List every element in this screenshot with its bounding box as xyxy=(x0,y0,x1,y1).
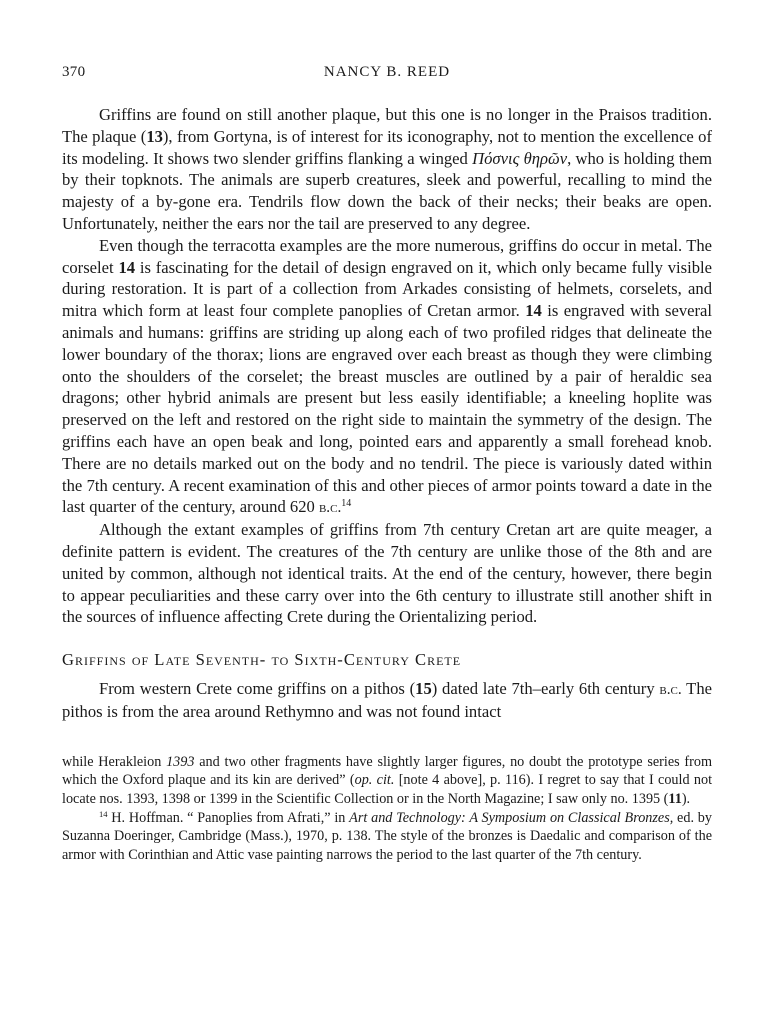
paragraph-3: Although the extant examples of griffins from 7th century Cretan art are quite meager, a definite pattern is evident. The creatures of the 7th century are unlike those of the 8th and are united by common, although not identical traits. At the end of the century, however, there begin to appear peculiarities and these carry over into the 6th century to illustrate still another shift in the sources of influence affecting Crete during the Orientalizing period. xyxy=(62,520,712,627)
section-text xyxy=(62,678,712,723)
footnote-op-cit: op. cit. xyxy=(354,772,395,789)
paragraph-1-text-a: Griffins are found on still another plaque, but this one is no longer in the Praisos tradition. The plaque ( xyxy=(62,105,712,146)
footnote-14 xyxy=(62,809,712,865)
footnote-marker: 14 xyxy=(99,808,108,819)
footnote-cont-text-c: [note 4 above], p. 116). I regret to say that I could not locate nos. 1393, 1398 or 1399 in the Scientific Collection or in the North Magazine; I saw only no. 1395 ( xyxy=(62,772,713,807)
main-text xyxy=(62,104,712,628)
footnote-continued xyxy=(62,753,712,809)
footnote-cont-text-d: ). xyxy=(681,790,691,807)
catalog-number: 14 xyxy=(525,301,542,321)
page-header xyxy=(62,64,712,86)
paragraph-1-text-b: ), from Gortyna, is of interest for its iconography, not to mention the excellence of its modeling. It shows two slender griffins flanking a winged xyxy=(62,126,712,168)
paragraph-4-text-b: ) dated late 7th–early 6th century xyxy=(431,679,660,699)
paragraph-4-text-a: From western Crete come griffins on a pithos ( xyxy=(99,679,416,699)
catalog-number: 13 xyxy=(146,126,163,146)
page xyxy=(62,64,712,864)
running-head: NANCY B. REED xyxy=(323,64,451,80)
paragraph-2-text-a: Even though the terracotta examples are the more numerous, griffins do occur in metal. The corselet xyxy=(62,235,712,277)
era-abbreviation: b.c. xyxy=(659,681,682,699)
paragraph-2-text-c: is engraved with several animals and humans: griffins are striding up along each of two profiled ridges that delineate the lower boundary of the thorax; lions are engraved over each breast as though they were climbing onto the shoulders of the corselet; the breast muscles are outlined by a pair of heraldic sea dragons; other hybrid animals are present but less easily identifiable; a kneeling hoplite was preserved on the left and restored on the right side to maintain the symmetry of the design. The griffins each have an open beak and long, pointed ears and apparently a small forehead knob. There are no details marked out on the body and no tendril. The piece is variously dated within the 7th century. A recent examination of this and other pieces of armor points toward a date in the last quarter of the century, around 620 xyxy=(62,301,712,517)
footnote-cont-ref: 11 xyxy=(668,790,682,807)
paragraph-1 xyxy=(62,104,712,235)
paragraph-2 xyxy=(62,235,712,519)
footnote-14-title: Art and Technology: A Symposium on Classical Bronzes, xyxy=(349,809,674,826)
footnote-14-text-b: ed. by Suzanna Doeringer, Cambridge (Mass.), 1970, p. 138. The style of the bronzes is Daedalic and comparison of the armor with Corinthian and Attic vase painting narrows the period to the last quarter of the 7th century. xyxy=(62,809,712,863)
paragraph-1-text-c: , who is holding them by their topknots. The animals are superb creatures, sleek and powerful, recalling to mind the majesty of a by-gone era. Tendrils flow down the back of their necks; their beaks are open. Unfortunately, neither the ears nor the tail are preserved to any degree. xyxy=(62,148,712,233)
footnote-cont-text-a: while Herakleion xyxy=(62,753,167,770)
greek-phrase: Πόσνις θηρῶν xyxy=(472,148,568,168)
era-abbreviation: b.c. xyxy=(318,499,342,517)
catalog-number: 14 xyxy=(118,257,136,277)
footnote-cont-text-b: and two other fragments have slightly larger figures, no doubt the prototype series from which the Oxford plaque and its kin are derived” ( xyxy=(62,753,712,789)
page-number: 370 xyxy=(62,64,86,80)
paragraph-4 xyxy=(62,678,712,723)
catalog-number: 15 xyxy=(415,679,432,699)
paragraph-2-text-b: is fascinating for the detail of design engraved on it, which only became fully visible during restoration. It is part of a collection from Arkades consisting of helmets, corselets, and mitra which form at least four complete panoplies of Cretan armor. xyxy=(62,257,713,321)
footnotes xyxy=(62,753,712,865)
paragraph-4-text-c: The pithos is from the area around Rethymno and was not found intact xyxy=(62,679,712,721)
footnote-14-text-a: H. Hoffman. “ Panoplies from Afrati,” in xyxy=(107,809,350,826)
footnote-reference[interactable]: 14 xyxy=(341,498,352,510)
footnote-cont-number: 1393 xyxy=(166,753,195,770)
section-heading: Griffins of Late Seventh- to Sixth-Century Crete xyxy=(62,650,462,670)
